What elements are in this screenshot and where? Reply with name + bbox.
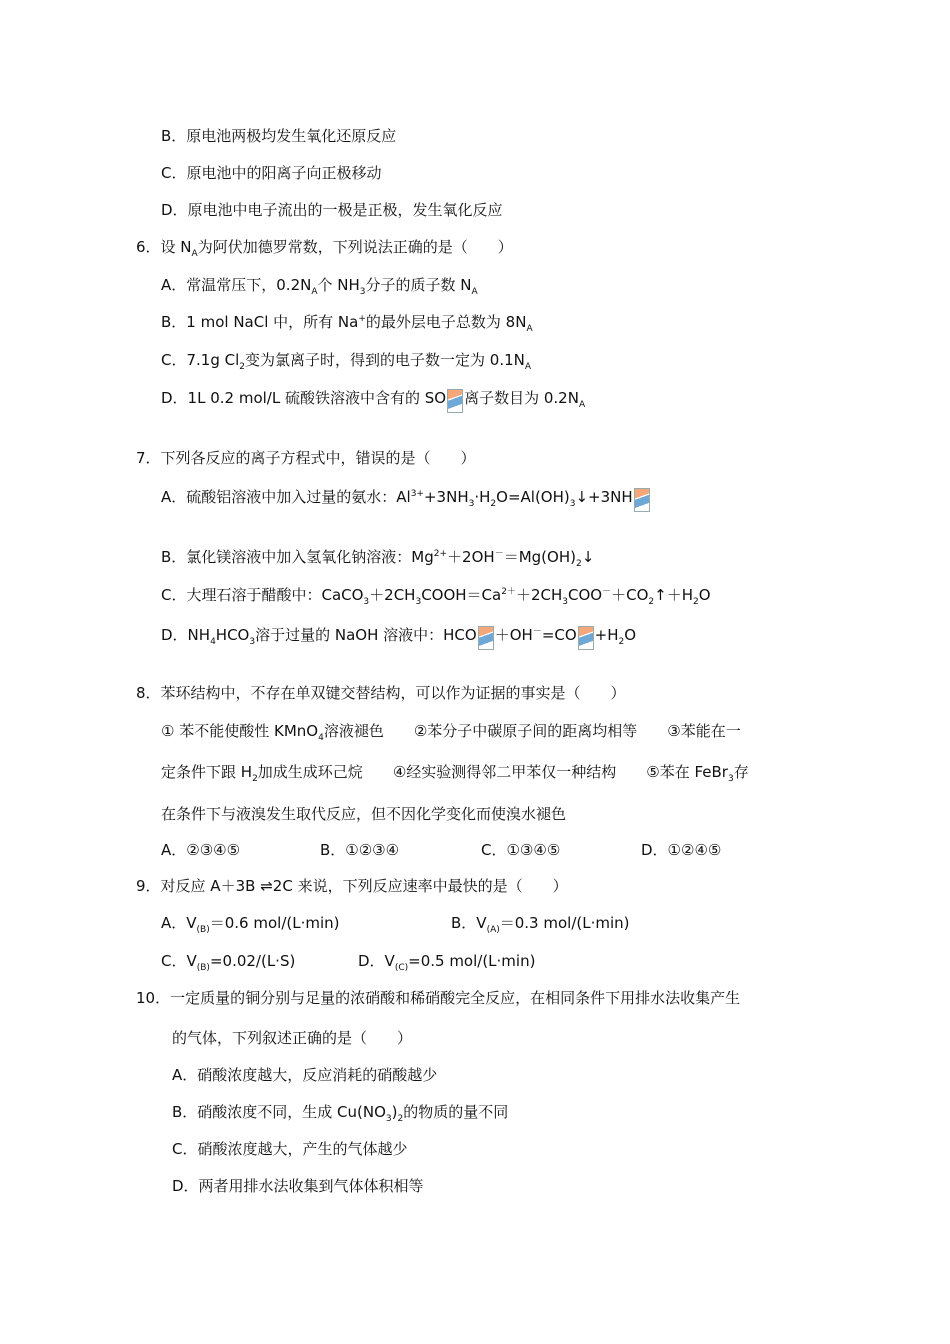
q5-option-d: D．原电池中电子流出的一极是正极，发生氧化反应 xyxy=(161,201,503,219)
q8-stem: 8．苯环结构中，不存在单双键交替结构，可以作为证据的事实是（ ） xyxy=(136,684,626,702)
q8-option-b: B．①②③④ xyxy=(320,841,400,859)
broken-image-icon xyxy=(447,389,463,413)
q9-option-a: A．$V_{(B)}=0.6$ mol/(L·min) xyxy=(161,914,340,935)
q8-option-a: A．②③④⑤ xyxy=(161,841,241,859)
q8-fact-line-3: 在条件下与液溴发生取代反应，但不因化学变化而使溴水褪色 xyxy=(161,805,567,823)
q6-option-b: B．1 mol NaCl 中，所有 Na+的最外层电子总数为 $8N_A$ xyxy=(161,313,533,334)
q10-stem-line-2: 的气体，下列叙述正确的是（ ） xyxy=(172,1029,413,1047)
q10-option-d: D．两者用排水法收集到气体体积相等 xyxy=(172,1177,424,1195)
q9-option-d: D．$V_{(C)}=0.5$ mol/(L·min) xyxy=(358,952,536,973)
q7-option-c: C．大理石溶于醋酸中：$CaCO_3+2CH_3COOH=Ca^{2+}+2CH_3COO^-+CO_2↑+H_2O$ xyxy=(161,586,711,607)
q5-option-c: C．原电池中的阳离子向正极移动 xyxy=(161,164,382,182)
q7-option-a: A．硫酸铝溶液中加入过量的氨水：$Al^{3+}+3NH_3\cdot H_2O=Al(OH)_3↓+3NH$ xyxy=(161,487,651,512)
q7-stem: 7．下列各反应的离子方程式中，错误的是（ ） xyxy=(136,449,476,467)
q10-option-a: A．硝酸浓度越大，反应消耗的硝酸越少 xyxy=(172,1066,438,1084)
q5-option-b: B．原电池两极均发生氧化还原反应 xyxy=(161,127,397,145)
q6-option-c: C．7.1g $Cl_2$变为氯离子时，得到的电子数一定为 $0.1N_A$ xyxy=(161,351,532,372)
q7-option-b: B．氯化镁溶液中加入氢氧化钠溶液：$Mg^{2+}+2OH^-=Mg(OH)_2↓$ xyxy=(161,548,595,569)
q8-option-d: D．①②④⑤ xyxy=(641,841,722,859)
q9-stem: 9．对反应 A＋3B ⇌2C 来说，下列反应速率中最快的是（ ） xyxy=(136,877,568,895)
broken-image-icon xyxy=(634,488,650,512)
q10-option-c: C．硝酸浓度越大，产生的气体越少 xyxy=(172,1140,408,1158)
q6-option-a: A．常温常压下，$0.2N_A$个 $NH_3$分子的质子数 $N_A$ xyxy=(161,276,478,297)
q8-option-c: C．①③④⑤ xyxy=(481,841,561,859)
q10-option-b: B．硝酸浓度不同，生成 $Cu(NO_3)_2$的物质的量不同 xyxy=(172,1103,509,1124)
broken-image-icon xyxy=(478,626,494,650)
q10-stem-line-1: 10．一定质量的铜分别与足量的浓硝酸和稀硝酸完全反应，在相同条件下用排水法收集产生 xyxy=(136,989,741,1007)
q8-fact-line-2: 定条件下跟 $H_2$加成生成环己烷 ④经实验测得邻二甲苯仅一种结构 ⑤苯在 FeBr$_3$存 xyxy=(161,763,749,784)
q6-option-d: D．1L 0.2 mol/L 硫酸铁溶液中含有的 SO 离子数目为 $0.2N_A$ xyxy=(161,388,585,413)
q8-fact-line-1: ① 苯不能使酸性 KMnO$_4$溶液褪色 ②苯分子中碳原子间的距离均相等 ③苯能在一 xyxy=(161,722,741,743)
q7-option-d: D．$NH_4HCO_3$溶于过量的 NaOH 溶液中：HCO $+OH^-=CO +H_2O$ xyxy=(161,625,636,650)
q9-option-b: B．$V_{(A)}=0.3$ mol/(L·min) xyxy=(451,914,630,935)
equilibrium-arrow: ⇌ xyxy=(260,877,273,895)
broken-image-icon xyxy=(578,626,594,650)
q6-stem: 6．设 $N_A$为阿伏加德罗常数，下列说法正确的是（ ） xyxy=(136,238,513,259)
q9-option-c: C．$V_{(B)}=0.02/(L\cdot S)$ xyxy=(161,952,296,973)
